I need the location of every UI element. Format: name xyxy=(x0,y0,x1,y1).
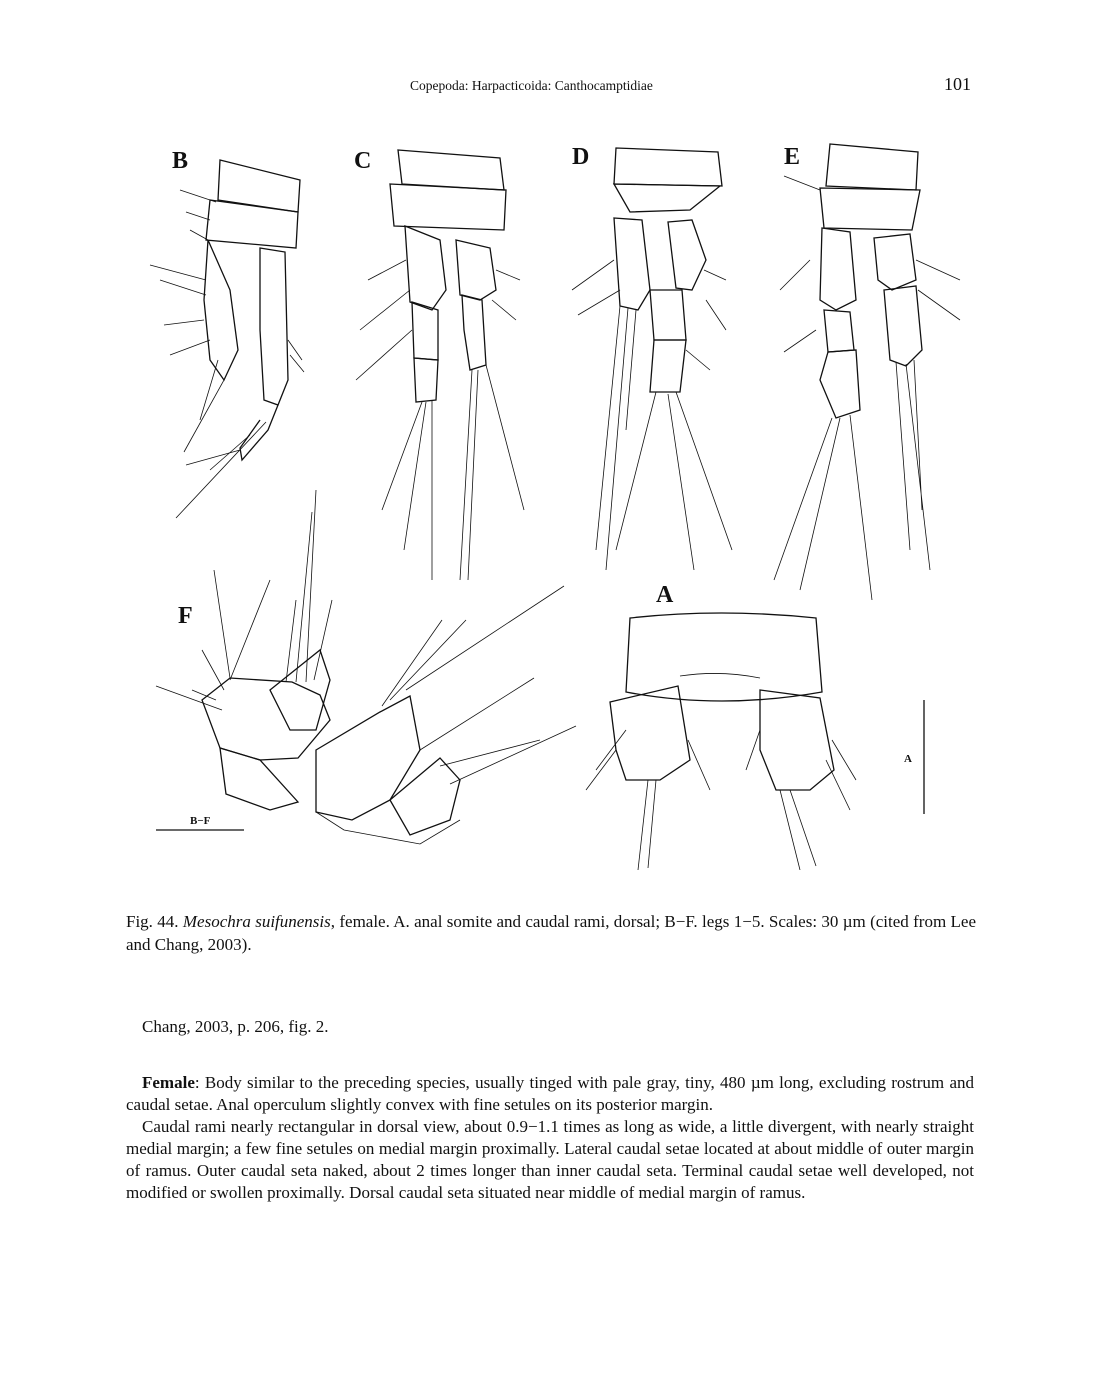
leg-c-drawing xyxy=(356,150,524,580)
panel-label-f: F xyxy=(178,603,193,629)
caption-fig-number: Fig. 44. xyxy=(126,912,179,931)
female-label: Female xyxy=(142,1073,195,1092)
caption-species: Mesochra suifunensis xyxy=(182,912,331,931)
leg-f-drawing xyxy=(156,490,576,844)
scale-label-b-f: B−F xyxy=(190,815,211,827)
scale-label-a: A xyxy=(904,753,912,765)
reference-line: Chang, 2003, p. 206, fig. 2. xyxy=(142,1017,329,1036)
leg-e-drawing xyxy=(774,144,960,600)
figure-caption xyxy=(126,910,976,956)
caudal-paragraph: Caudal rami nearly rectangular in dorsal view, about 0.9−1.1 times as long as wide, a little divergent, with nearly straight medial margin; a few fine setules on medial margin proximally. Lateral caudal setae located at about middle of outer margin of ramus. Outer caudal seta naked, about 2 times longer than inner caudal seta. Terminal caudal setae well developed, not modified or swollen proximally. Dorsal caudal seta situated near middle of medial margin of ramus. xyxy=(126,1117,974,1202)
figure-44 xyxy=(120,130,980,870)
panel-label-a: A xyxy=(656,582,674,608)
species-description xyxy=(126,1016,974,1204)
caption-text: , female. A. anal somite and caudal rami, dorsal; B−F. legs 1−5. Scales: 30 µm (cited from Lee and Chang, 2003). xyxy=(126,912,977,954)
female-paragraph xyxy=(126,1072,974,1116)
figure-drawing xyxy=(120,130,980,870)
leg-b-drawing xyxy=(150,160,304,518)
panel-label-e: E xyxy=(784,144,801,170)
running-title: Copepoda: Harpacticoida: Canthocamptidiae xyxy=(410,78,653,93)
anal-somite-drawing xyxy=(586,613,856,870)
female-text: : Body similar to the preceding species, usually tinged with pale gray, tiny, 480 µm long, excluding rostrum and caudal setae. Anal operculum slightly convex with fine setules on its posterior margin. xyxy=(126,1073,974,1114)
panel-label-b: B xyxy=(172,148,189,174)
scale-bar-b-f xyxy=(156,815,244,830)
page-number: 101 xyxy=(944,74,971,94)
scale-bar-a xyxy=(904,700,924,814)
panel-label-c: C xyxy=(354,148,372,174)
panel-label-d: D xyxy=(572,144,590,170)
leg-d-drawing xyxy=(572,148,732,570)
